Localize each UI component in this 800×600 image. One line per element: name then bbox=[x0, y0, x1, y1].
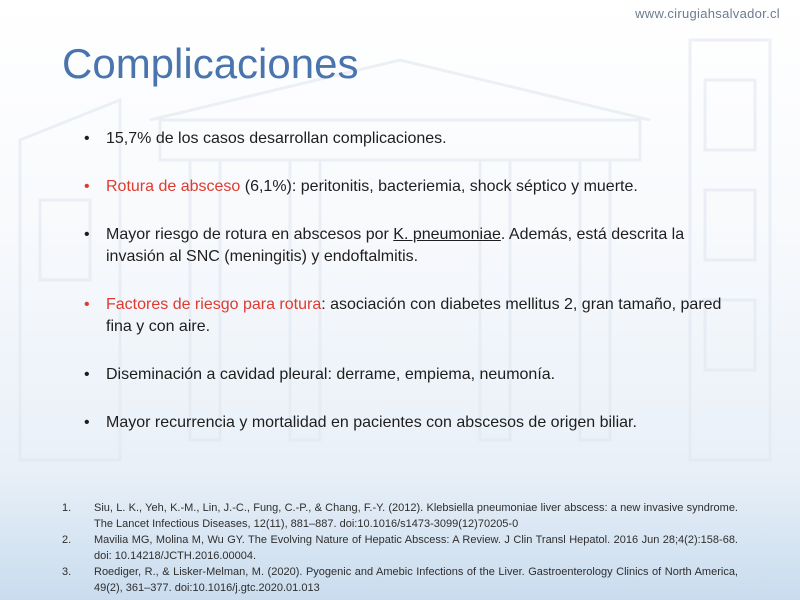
bullet-icon: • bbox=[84, 414, 90, 431]
bullet-text: (6,1%): peritonitis, bacteriemia, shock séptico y muerte. bbox=[240, 178, 638, 195]
list-item bbox=[78, 176, 738, 198]
list-item bbox=[78, 294, 738, 338]
bullet-text: : asociación con diabetes mellitus 2, gran tamaño, pared fina y con aire. bbox=[106, 296, 722, 335]
bullet-text: . Además, está descrita la invasión al SNC (meningitis) y endoftalmitis. bbox=[106, 226, 685, 265]
bullet-text: Mayor riesgo de rotura en abscesos por bbox=[106, 226, 394, 243]
bullet-icon: • bbox=[84, 366, 90, 383]
reference-text: Siu, L. K., Yeh, K.-M., Lin, J.-C., Fung, C.-P., & Chang, F.-Y. (2012). Klebsiella pneumoniae liver abscess: a new invasive syndrome. The Lancet Infectious Diseases, 12(11), 881–887. doi:10.1016/s1473-3099(12)70205-0 bbox=[94, 502, 738, 530]
bullet-text: 15,7% de los casos desarrollan complicaciones. bbox=[106, 130, 447, 147]
list-item bbox=[78, 128, 738, 150]
site-url[interactable]: www.cirugiahsalvador.cl bbox=[635, 6, 780, 21]
list-item bbox=[78, 364, 738, 386]
reference-list bbox=[62, 500, 738, 596]
reference-text: Mavilia MG, Molina M, Wu GY. The Evolving Nature of Hepatic Abscess: A Review. J Clin Transl Hepatol. 2016 Jun 28;4(2):158-68. doi: 10.14218/JCTH.2016.00004. bbox=[94, 534, 738, 562]
reference-item bbox=[62, 564, 738, 596]
bullet-text: Diseminación a cavidad pleural: derrame, empiema, neumonía. bbox=[106, 366, 556, 383]
bullet-highlight: Factores de riesgo para rotura bbox=[106, 296, 322, 313]
underlined-term: K. pneumoniae bbox=[393, 226, 501, 243]
list-item bbox=[78, 224, 738, 268]
list-item bbox=[78, 412, 738, 434]
bullet-icon: • bbox=[84, 296, 90, 313]
reference-item bbox=[62, 532, 738, 564]
bullet-icon: • bbox=[84, 178, 90, 195]
bullet-text: Mayor recurrencia y mortalidad en pacientes con abscesos de origen biliar. bbox=[106, 414, 637, 431]
reference-text: Roediger, R., & Lisker-Melman, M. (2020). Pyogenic and Amebic Infections of the Liver. Gastroenterology Clinics of North America, 49(2), 361–377. doi:10.1016/j.gtc.2020.01.013 bbox=[94, 566, 738, 594]
bullet-icon: • bbox=[84, 226, 90, 243]
reference-item bbox=[62, 500, 738, 532]
reference-number: 1. bbox=[62, 502, 72, 514]
page-title: Complicaciones bbox=[62, 40, 359, 87]
reference-number: 3. bbox=[62, 566, 72, 578]
bullet-list bbox=[78, 128, 738, 434]
bullet-icon: • bbox=[84, 130, 90, 147]
bullet-highlight: Rotura de absceso bbox=[106, 178, 241, 195]
reference-number: 2. bbox=[62, 534, 72, 546]
